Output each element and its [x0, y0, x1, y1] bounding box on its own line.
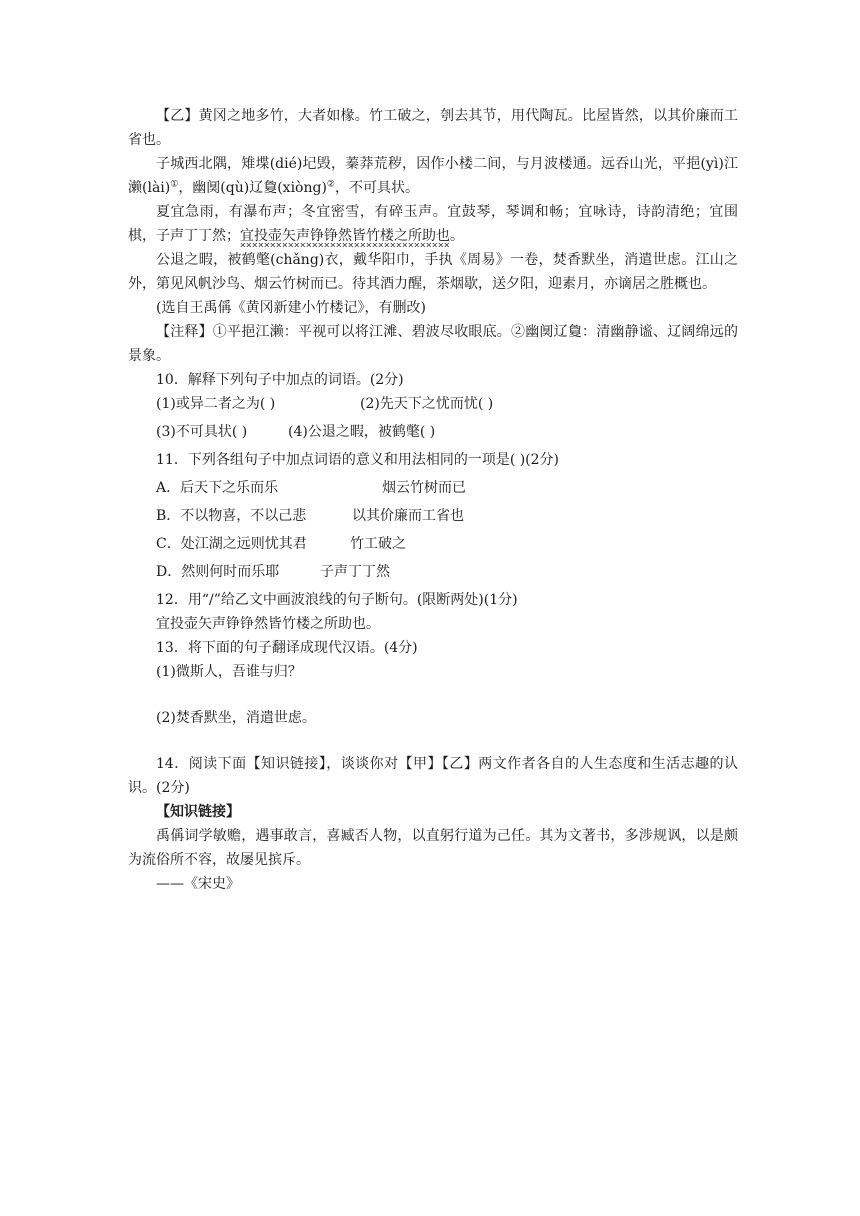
p3-text-a: 夏宜急雨，有瀑布声；冬宜密雪，有碎玉声。宜鼓琴，琴调和畅；宜咏诗，诗韵清绝；宜围棋，子声丁丁然；	[128, 204, 738, 244]
q13-stem: 13．将下面的句子翻译成现代汉语。(4分)	[156, 640, 418, 656]
knowledge-link-text: 禹偁词学敏赡，遇事敢言，喜臧否人物，以直躬行道为己任。其为文著书，多涉规讽，以是颇为流俗所不容，故屡见摈斥。	[128, 828, 738, 868]
footnote-1-marker: ①	[170, 179, 179, 190]
q11-a-left: A．后天下之乐而乐	[156, 480, 279, 496]
q10-item-3: (3)不可具状( )	[156, 424, 248, 440]
p3-text-b: 。	[450, 228, 464, 244]
p2-text-b: ，幽阒(qù)辽敻(xiòng)	[178, 180, 327, 196]
q10-item-1: (1)或异二者之为( )	[156, 396, 276, 412]
passage-paragraph-4: 公退之暇，被鹤氅(chǎng)衣，戴华阳巾，手执《周易》一卷，焚香默坐，消遣世虑。江山之外，第见风帆沙鸟、烟云竹树而已。待其酒力醒，茶烟歇，送夕阳，迎素月，亦谪居之胜概也。	[128, 252, 738, 292]
q11-b-right: 以其价廉而工省也	[352, 508, 464, 524]
knowledge-link-title: 【知识链接】	[156, 804, 240, 820]
passage-source: (选自王禹偁《黄冈新建小竹楼记》，有删改)	[156, 300, 426, 316]
q11-stem: 11．下列各组句子中加点词语的意义和用法相同的一项是( )(2分)	[156, 452, 560, 468]
q10-row-2	[128, 420, 738, 444]
q13-answer-space-1	[128, 684, 738, 706]
q11-a-right: 烟云竹树而已	[382, 480, 466, 496]
knowledge-link-source: ——《宋史》	[156, 876, 240, 892]
passage-note: 【注释】①平挹江濑：平视可以将江滩、碧波尽收眼底。②幽阒辽敻：清幽静谧、辽阔绵远的景象。	[128, 324, 738, 364]
p2-text-a: 子城西北隅，雉堞(dié)圮毁，蓁莽荒秽，因作小楼二间，与月波楼通。远吞山光，平挹(yì)江濑(lài)	[128, 156, 738, 196]
passage-paragraph-1: 【乙】黄冈之地多竹，大者如椽。竹工破之，刳去其节，用代陶瓦。比屋皆然，以其价廉而工省也。	[128, 108, 738, 148]
q11-c-left: C．处江湖之远则忧其君	[156, 536, 307, 552]
wavy-underlined-sentence: 宜投壶矢声铮铮然皆竹楼之所助也	[240, 228, 450, 247]
q11-option-b	[128, 504, 738, 528]
q13-answer-space-2	[128, 730, 738, 752]
q11-c-right: 竹工破之	[350, 536, 406, 552]
q14-stem: 14．阅读下面【知识链接】，谈谈你对【甲】【乙】两文作者各自的人生态度和生活志趣的认识。(2分)	[128, 756, 738, 796]
q10-item-2: (2)先天下之忧而忧( )	[360, 396, 494, 412]
q11-d-left: D．然则何时而乐耶	[156, 564, 280, 580]
p2-text-c: ，不可具状。	[335, 180, 419, 196]
exam-page	[128, 104, 738, 896]
q11-b-left: B．不以物喜，不以己悲	[156, 508, 307, 524]
q13-item-1: (1)微斯人，吾谁与归？	[156, 664, 302, 680]
q11-option-c	[128, 532, 738, 556]
q11-option-d	[128, 560, 738, 584]
q13-item-2: (2)焚香默坐，消遣世虑。	[156, 710, 316, 726]
q12-stem: 12．用“/”给乙文中画波浪线的句子断句。(限断两处)(1分)	[156, 592, 518, 608]
q12-sentence: 宜投壶矢声铮铮然皆竹楼之所助也。	[156, 616, 380, 632]
passage-paragraph-3	[128, 200, 738, 248]
q11-d-right: 子声丁丁然	[320, 564, 390, 580]
q10-item-4: (4)公退之暇，被鹤氅( )	[288, 424, 436, 440]
q11-option-a	[128, 476, 738, 500]
passage-paragraph-2	[128, 152, 738, 200]
q10-stem: 10．解释下列句子中加点的词语。(2分)	[156, 372, 404, 388]
footnote-2-marker: ②	[326, 179, 335, 190]
q10-row-1	[128, 392, 738, 416]
